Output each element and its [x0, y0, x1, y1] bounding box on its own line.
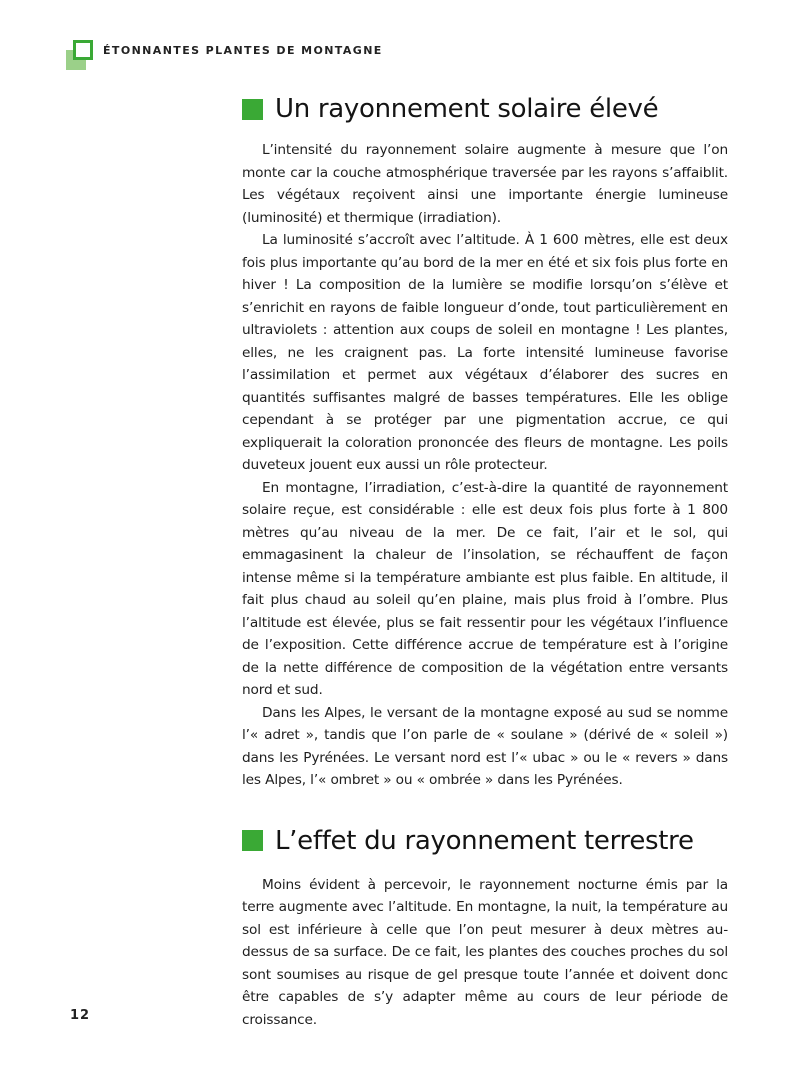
- section-heading-text: Un rayonnement solaire élevé: [275, 94, 659, 124]
- section-body-terrestrial: [242, 874, 728, 1032]
- logo-front-square: [73, 40, 93, 60]
- section-heading-terrestrial: [242, 820, 728, 862]
- paragraph: La luminosité s’accroît avec l’altitude. À 1 600 mètres, elle est deux fois plus importante qu’au bord de la mer en été et six fois plus forte en hiver ! La composition de la lumière se modifie lorsqu’on s’élève et s’enrichit en rayons de faible longueur d’onde, tout particulièrement en ultraviolets : attention aux coups de soleil en montagne ! Les plantes, elles, ne les craignent pas. La forte intensité lumineuse favorise l’assimilation et permet aux végétaux d’élaborer des sucres en quantités suffisantes malgré de basses températures. Elle les oblige cependant à se protéger par une pigmentation accrue, ce qui expliquerait la coloration prononcée des fleurs de montagne. Les poils duveteux jouent eux aussi un rôle protecteur.: [242, 232, 728, 473]
- paragraph: Moins évident à percevoir, le rayonnement nocturne émis par la terre augmente avec l’altitude. En montagne, la nuit, la température au sol est inférieure à celle que l’on peut mesurer à deux mètres au-dessus de sa surface. De ce fait, les plantes des couches proches du sol sont soumises au risque de gel presque toute l’année et doivent donc être capables de s’y adapter même au cours de leur période de croissance.: [242, 876, 728, 1028]
- main-content: [242, 88, 728, 1031]
- section-body-solar: [242, 139, 728, 792]
- heading-bullet-icon: [242, 99, 263, 120]
- series-logo-icon: [66, 40, 96, 70]
- section-heading-text: L’effet du rayonnement terrestre: [275, 825, 694, 856]
- paragraph: En montagne, l’irradiation, c’est-à-dire la quantité de rayonnement solaire reçue, est considérable : elle est deux fois plus forte à 1 800 mètres qu’au niveau de la mer. De ce fait, l’air et le sol, qui emmagasinent la chaleur de l’insolation, se réchauffent de façon intense même si la température ambiante est plus faible. En altitude, il fait plus chaud au soleil qu’en plaine, mais plus froid à l’ombre. Plus l’altitude est élevée, plus se fait ressentir pour les végétaux l’influence de l’exposition. Cette différence accrue de température est à l’origine de la nette différence de composition de la végétation entre versants nord et sud.: [242, 479, 728, 698]
- page-number: 12: [70, 1008, 91, 1023]
- section-heading-solar: [242, 88, 728, 130]
- paragraph: L’intensité du rayonnement solaire augmente à mesure que l’on monte car la couche atmosphérique traversée par les rayons s’affaiblit. Les végétaux reçoivent ainsi une importante énergie lumineuse (luminosité) et thermique (irradiation).: [242, 142, 728, 226]
- heading-bullet-icon: [242, 830, 263, 851]
- paragraph: Dans les Alpes, le versant de la montagne exposé au sud se nomme l’« adret », tandis que l’on parle de « soulane » (dérivé de « soleil ») dans les Pyrénées. Le versant nord est l’« ubac » ou le « revers » dans les Alpes, l’« ombret » ou « ombrée » dans les Pyrénées.: [242, 704, 728, 788]
- running-header: ÉTONNANTES PLANTES DE MONTAGNE: [103, 44, 383, 57]
